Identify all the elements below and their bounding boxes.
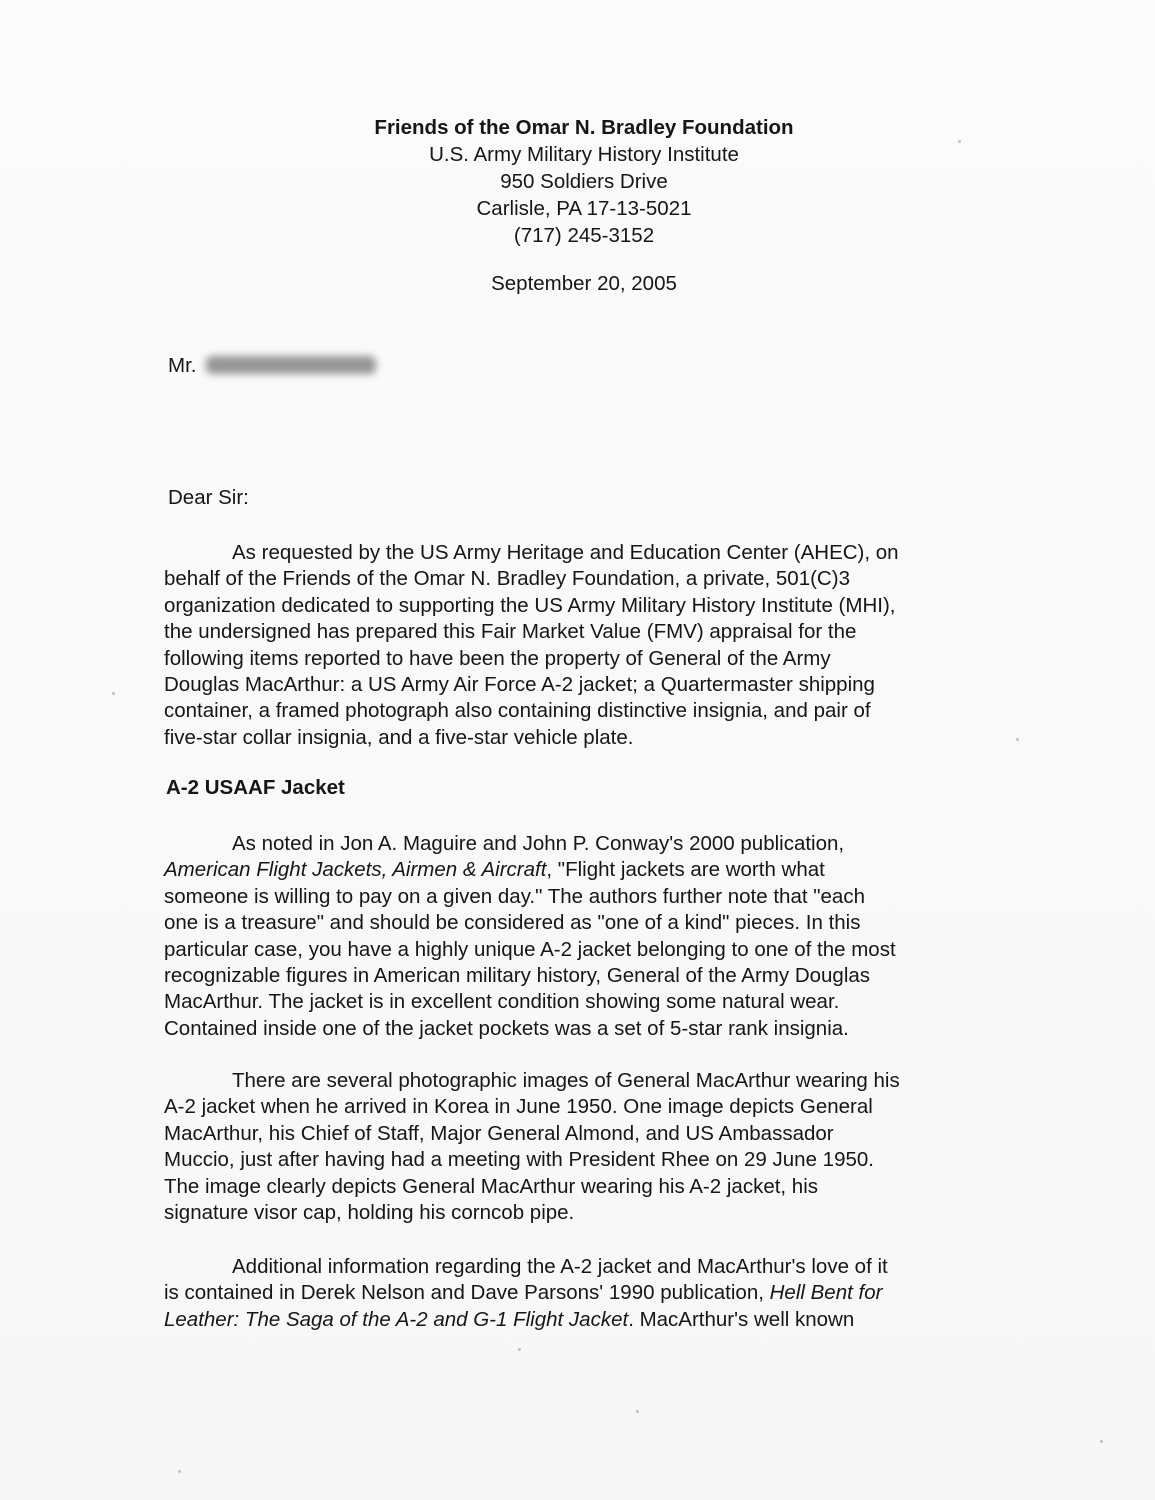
text-line: behalf of the Friends of the Omar N. Bradley Foundation, a private, 501(C)3 <box>164 567 850 591</box>
salutation: Dear Sir: <box>168 486 249 509</box>
text-line: MacArthur, his Chief of Staff, Major General Almond, and US Ambassador <box>164 1121 834 1145</box>
text-line: recognizable figures in American military history, General of the Army Douglas <box>164 964 871 988</box>
text-line: container, a framed photograph also containing distinctive insignia, and pair of <box>164 699 871 723</box>
book-title-italic: Hell Bent for <box>769 1281 883 1305</box>
text-segment: is contained in Derek Nelson and Dave Parsons' 1990 publication, <box>164 1281 770 1305</box>
text-line: MacArthur. The jacket is in excellent condition showing some natural wear. <box>164 990 840 1014</box>
text-line: Muccio, just after having had a meeting with President Rhee on 29 June 1950. <box>164 1148 874 1172</box>
paragraph-korea-photos <box>164 1068 994 1226</box>
text-line: There are several photographic images of General MacArthur wearing his <box>232 1069 900 1092</box>
text-line: five-star collar insignia, and a five-star vehicle plate. <box>164 725 634 749</box>
text-line: one is a treasure" and should be considered as "one of a kind" pieces. In this <box>164 911 861 935</box>
section-heading-a2-jacket: A-2 USAAF Jacket <box>166 776 345 799</box>
text-line: organization dedicated to supporting the US Army Military History Institute (MHI), <box>164 593 896 617</box>
text-line: The image clearly depicts General MacArthur wearing his A-2 jacket, his <box>164 1174 819 1198</box>
city-address: Carlisle, PA 17-13-5021 <box>476 197 692 220</box>
street-address: 950 Soldiers Drive <box>500 170 668 193</box>
paragraph-appraisal-intro <box>164 540 994 751</box>
text-line: signature visor cap, holding his corncob pipe. <box>164 1201 575 1225</box>
text-line <box>164 1307 994 1333</box>
institute-name: U.S. Army Military History Institute <box>429 143 739 166</box>
letterhead <box>0 114 1155 249</box>
text-line: As noted in Jon A. Maguire and John P. Conway's 2000 publication, <box>232 832 845 855</box>
text-line: Douglas MacArthur: a US Army Air Force A-2 jacket; a Quartermaster shipping <box>164 673 875 697</box>
text-line: someone is willing to pay on a given day." The authors further note that "each <box>164 884 865 908</box>
text-line <box>164 1280 994 1306</box>
addressee-prefix: Mr. <box>168 354 197 377</box>
letter-date: September 20, 2005 <box>491 272 677 295</box>
paragraph-additional-info <box>164 1254 994 1333</box>
book-title-italic: Leather: The Saga of the A-2 and G-1 Flight Jacket <box>164 1307 629 1331</box>
text-segment: . MacArthur's well known <box>628 1307 855 1331</box>
text-line: As requested by the US Army Heritage and Education Center (AHEC), on <box>232 541 899 564</box>
text-line: particular case, you have a highly unique A-2 jacket belonging to one of the most <box>164 937 896 961</box>
book-title-italic: American Flight Jackets, Airmen & Aircraft <box>164 858 547 882</box>
redacted-name <box>206 356 376 374</box>
text-line: the undersigned has prepared this Fair Market Value (FMV) appraisal for the <box>164 620 857 644</box>
phone-number: (717) 245-3152 <box>513 224 655 247</box>
text-line: Contained inside one of the jacket pockets was a set of 5-star rank insignia. <box>164 1016 849 1040</box>
paragraph-flight-jackets <box>164 831 994 1042</box>
text-line: following items reported to have been the property of General of the Army <box>164 646 831 670</box>
text-segment: , "Flight jackets are worth what <box>546 858 825 882</box>
text-line: A-2 jacket when he arrived in Korea in June 1950. One image depicts General <box>164 1095 873 1119</box>
text-line: Additional information regarding the A-2 jacket and MacArthur's love of it <box>232 1255 888 1278</box>
text-line <box>164 857 994 883</box>
addressee <box>168 354 376 378</box>
organization-name: Friends of the Omar N. Bradley Foundation <box>374 116 794 139</box>
